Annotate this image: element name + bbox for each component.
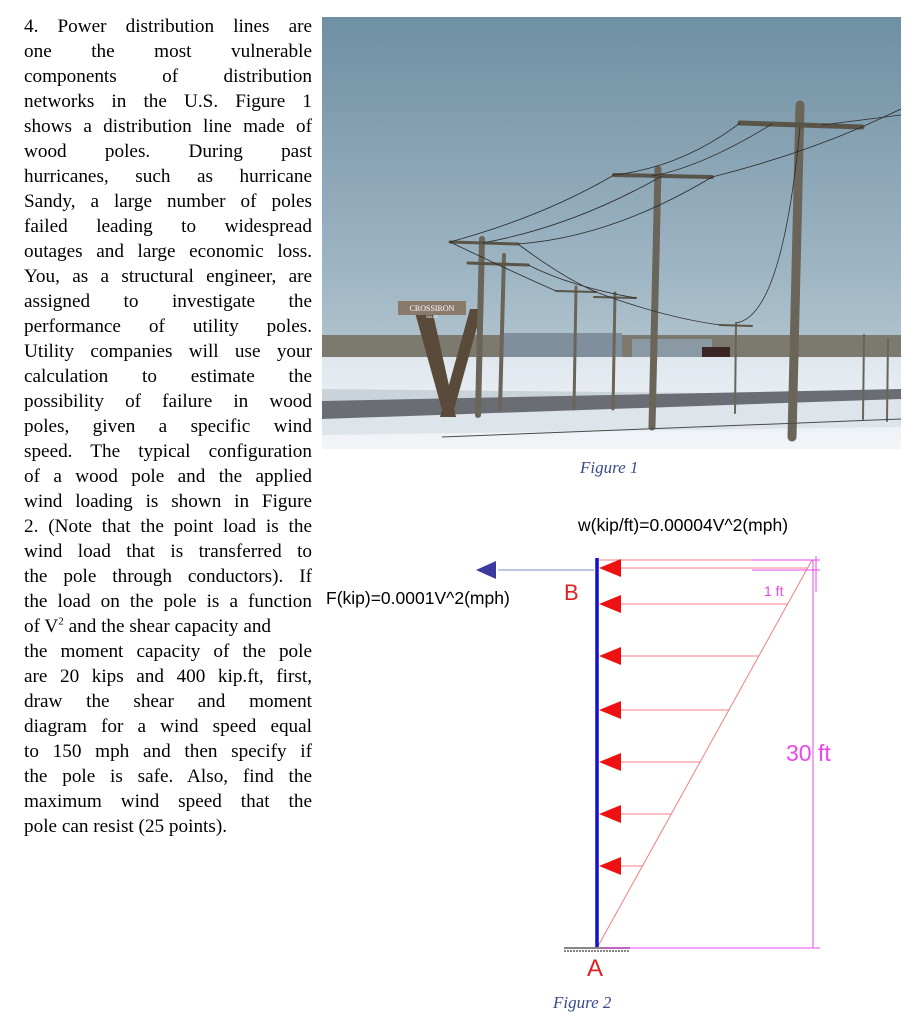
- point-load-label: F(kip)=0.0001V^2(mph): [326, 588, 510, 608]
- problem-line: 2. (Note that the point load is the: [24, 516, 312, 537]
- problem-line: maximum wind speed that the: [24, 791, 312, 812]
- problem-line: possibility of failure in wood: [24, 391, 312, 412]
- height-label: 30 ft: [786, 740, 831, 766]
- load-arrow: [599, 753, 621, 771]
- problem-line: hurricanes, such as hurricane: [24, 166, 312, 187]
- problem-line: Sandy, a large number of poles: [24, 191, 312, 212]
- problem-line: You, as a structural engineer, are: [24, 266, 312, 287]
- problem-line: the moment capacity of the pole: [24, 641, 312, 662]
- problem-line: networks in the U.S. Figure 1: [24, 91, 312, 112]
- problem-line: poles, given a specific wind: [24, 416, 312, 437]
- top-width-label: 1 ft: [764, 583, 784, 599]
- superscript: 2: [58, 615, 64, 628]
- distributed-load-label: w(kip/ft)=0.00004V^2(mph): [578, 515, 789, 535]
- figure-1-caption: Figure 1: [580, 458, 639, 477]
- problem-line: [24, 614, 312, 639]
- problem-line: components of distribution: [24, 66, 312, 87]
- problem-line: to 150 mph and then specify if: [24, 741, 312, 762]
- problem-line: assigned to investigate the: [24, 291, 312, 312]
- problem-line: 4. Power distribution lines are: [24, 16, 312, 37]
- problem-line: failed leading to widespread: [24, 216, 312, 237]
- problem-line-fragment: and the shear capacity and: [63, 616, 272, 637]
- pole-load-diagram: [320, 500, 880, 960]
- problem-line: are 20 kips and 400 kip.ft, first,: [24, 666, 312, 687]
- load-arrow: [599, 701, 621, 719]
- sign-subtext: MILLS: [426, 314, 438, 319]
- problem-statement: [24, 14, 312, 839]
- point-load-arrow: [476, 561, 594, 579]
- problem-line: wind loading is shown in Figure: [24, 491, 312, 512]
- problem-line: shows a distribution line made of: [24, 116, 312, 137]
- problem-line: the pole is safe. Also, find the: [24, 766, 312, 787]
- load-arrow: [599, 595, 621, 613]
- problem-line: calculation to estimate the: [24, 366, 312, 387]
- problem-line: draw the shear and moment: [24, 691, 312, 712]
- load-arrow: [599, 559, 621, 577]
- point-a-label: A: [587, 955, 604, 982]
- problem-line: speed. The typical configuration: [24, 441, 312, 462]
- load-arrow: [599, 647, 621, 665]
- power-line-photo: [322, 17, 901, 449]
- problem-line: outages and large economic loss.: [24, 241, 312, 262]
- point-b-label: B: [564, 580, 579, 605]
- problem-line: the pole through conductors). If: [24, 566, 312, 587]
- problem-line: one the most vulnerable: [24, 41, 312, 62]
- problem-line: wind load that is transferred to: [24, 541, 312, 562]
- problem-line: performance of utility poles.: [24, 316, 312, 337]
- figure-2-caption: Figure 2: [553, 993, 612, 1012]
- sign-text: CROSSIRON: [409, 304, 455, 313]
- problem-line: diagram for a wind speed equal: [24, 716, 312, 737]
- problem-line: of a wood pole and the applied: [24, 466, 312, 487]
- load-sloped-edge: [597, 560, 812, 948]
- load-arrow: [599, 805, 621, 823]
- problem-line: pole can resist (25 points).: [24, 816, 228, 837]
- problem-line-fragment: of V: [24, 616, 59, 637]
- problem-line: wood poles. During past: [24, 141, 312, 162]
- problem-line: the load on the pole is a function: [24, 591, 312, 612]
- load-arrow: [599, 857, 621, 875]
- distributed-load: [597, 559, 812, 948]
- problem-line: Utility companies will use your: [24, 341, 312, 362]
